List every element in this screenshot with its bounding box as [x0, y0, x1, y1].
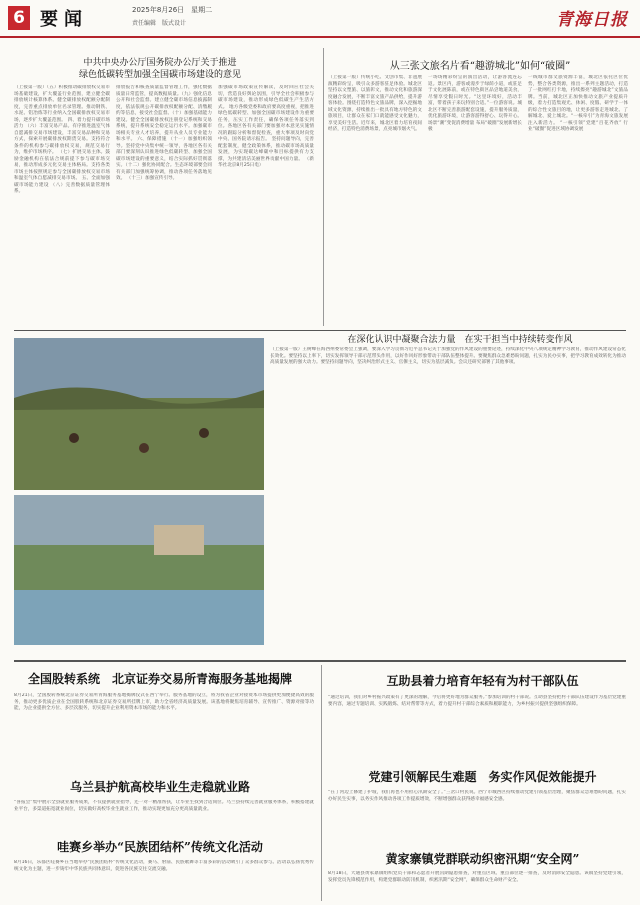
- article-7-title: 互助县着力培育年轻有为村干部队伍: [386, 674, 579, 688]
- editor-line: 责任编辑 版式设计: [132, 20, 187, 27]
- article-3-body: （上接第一版）王树峰在海西州委常委会上强调，要深入学习贯彻习近平总书记关于加强党的作风建设的重要论述，持续深化中央八项规定精神学习教育，推动作风建设常态化长效化。要坚持以上率下，切实发挥领导干部示范带头作用，以好作风好形象带动干部队伍整体提升。要聚焦群众急难愁盼问题，扎实为民办实事，把学习教育成效转化为推动高质量发展的强大动力。要坚持问题导向，坚决纠治形式主义、官僚主义，切实为基层减负。会议还研究部署了其他事项。: [270, 347, 626, 365]
- article-2-col-2: 一场场精彩纷呈的演出活动，让游客流连忘返。景区内，游客或漫步于绿荫小道，或驻足于文化展陈前，或在特色街区品尝地道美食，尽情享受假日时光。“这里环境好，活动丰富，带着孩子来玩特别合适。”一位游客说。城北区不断完善旅游配套设施，提升服务质量，优化旅游环境，让游客游得舒心、玩得开心。 场景“潮”变促消费增量 布局“破圈”发展新增长极: [428, 75, 522, 132]
- article-6-body: 8月16日，乐都区哇赛乡在当地举办“民族团结杯”传统文化活动，赛马、射箭、民族歌舞等丰富多彩的活动吸引了众多群众参与。活动以弘扬优秀传统文化为主题，进一步铸牢中华民族共同体意识，促进各民族交往交流交融。: [14, 860, 314, 872]
- article-1-title-line2: 绿色低碳转型加强全国碳市场建设的意见: [78, 70, 241, 80]
- article-2-col-1: （上接第一版）传统小吃、文创市集、非遗展演精彩纷呈，吸引众多游客驻足体验。城北区坚持以文塑旅、以旅彰文，推动文化和旅游深度融合发展，不断丰富文旅产品供给，提升游客体验。围绕打造特色文旅品牌，深入挖掘地域文化资源，持续推出一批具有地方特色的文旅项目，让群众在家门口就能感受文化魅力，享受美好生活。近年来，城北区着力培育夜间经济，打造特色消费场景，点亮城市烟火气。: [328, 75, 422, 132]
- article-7-body: “通过培训，我们对乡村振兴政策有了更深的理解，今后将更好地为群众服务。”参加培训的村干部说。互助县坚持把村干部队伍建设作为基层党建重要内容，通过专题培训、实践锻炼、结对帮带等方式，着力提升村干部综合素质和履职能力，为乡村振兴提供坚强组织保障。: [328, 695, 626, 707]
- article-2-col-3: 一线城市群文旅资源丰富，城北区依托区位优势，整合各类资源，推出一系列主题活动，打造了一批网红打卡地，持续擦亮“趣游城北”文旅品牌。当前，城北区正加快推动文旅产业提质升级，着力打造集观光、休闲、度假、研学于一体的综合性文旅目的地，让更多游客走进城北、了解城北、爱上城北。“一核牵引”为青海文旅发展注入新活力。 “一核引领”党建“百花齐放” 行业“破圈”促进区域协调发展: [528, 75, 628, 132]
- article-3-title: 在深化认识中凝聚合法力量 在实干担当中持续转变作风: [347, 335, 573, 345]
- photo-riverside-park: [14, 495, 264, 645]
- column-divider: [323, 48, 324, 326]
- article-4-body: 8月21日，全国股转系统北京证券交易所青海服务基地揭牌仪式在西宁举行。服务基地的设立，将为我省企业对接资本市场提供更加便捷高效的服务，推动更多优质企业在全国股转系统和北京证券交易所挂牌上市，助力全省经济高质量发展。该基地将聚焦培育辅导、宣传推广、资源对接等功能，为企业提供全方位、多层次服务，切实提升企业利用资本市场的能力和水平。: [14, 693, 314, 711]
- section-name: 要闻: [40, 9, 88, 30]
- article-1-col-1: （上接第一版）（五）积极推动碳排放权交易市场基础建设，扩大覆盖行业范围，建立健全碳排放统计核算体系。健全碳排放权配额分配制度，完善重点排放单位名录管理。推动钢铁、水泥、铝冶炼等行业纳入全国碳排放权交易市场，逐步扩大覆盖范围。 四、着力提升碳市场活力 （六）丰富交易产品。有序推进温室气体自愿减排交易市场建设，丰富交易品种和交易方式，探索开展碳排放权期货交易。支持符合条件的机构参与碳排放权交易，规范交易行为，维护市场秩序。 （七）扩展交易主体。鼓励金融机构在依法合规前提下参与碳市场交易，推动形成多元化交易主体格局。支持各类市场主体按照规定参与全国碳排放权交易市场和温室气体自愿减排交易市场。 五、全面加强碳市场能力建设 （八）完善数据质量管理体系。: [14, 85, 110, 194]
- article-9-title: 黄家寨镇党群联动织密汛期“安全网”: [385, 852, 580, 866]
- article-9-body: 8月18日，大通县黄家寨镇组织党员干部和志愿者开展汛期隐患排查，对重点区域、重点部位逐一排查，及时消除安全隐患。该镇坚持党建引领，发挥党员先锋模范作用，构建党群联动防汛机制，织密汛期“安全网”，确保群众生命财产安全。: [328, 871, 626, 883]
- article-8-title: 党建引领解民生难题 务实作风促效能提升: [368, 770, 597, 784]
- article-8-body: “在丁河边上修建了护坡，我们再也不用担心汛期安全了。”三岔口村民说。西宁市城西区持续推动党建引领基层治理，聚焦群众急难愁盼问题，扎实办好民生实事，以务实作风推动各项工作提质增效，不断增强群众获得感幸福感安全感。: [328, 790, 626, 802]
- section-divider-2: [14, 660, 626, 662]
- article-1-title: 中共中央办公厅国务院办公厅关于推进: [83, 58, 237, 68]
- section-divider: [14, 330, 626, 331]
- article-5-title: 乌兰县护航高校毕业生走稳就业路: [69, 780, 250, 794]
- article-6-title: 哇赛乡举办“民族团结杯”传统文化活动: [57, 840, 263, 854]
- page-number: 6: [8, 6, 30, 30]
- article-4-title: 全国股转系统 北京证券交易所青海服务基地揭牌: [27, 672, 292, 686]
- photo-grassland-horses: [14, 338, 264, 490]
- article-2-title: 从三张文旅名片看“趣游城北”如何“破圈”: [389, 61, 571, 72]
- issue-date: 2025年8月26日 星期二: [132, 6, 213, 14]
- page-header: [0, 0, 640, 38]
- newspaper-logo: 青海日报: [556, 10, 628, 30]
- column-divider-2: [321, 665, 322, 901]
- article-1-col-2: 排放报告和核查质量监督管理工作，强化数据质量日常监管，提高数据质量。（九）强化信息公开和社会监督。建立健全碳市场信息披露制度，依法依规公开碳排放权配额分配、清缴履约等信息，接受社会监督。（十）加强基础能力建设。健全全国碳排放权注册登记系统和交易系统，提升系统安全稳定运行水平。加强碳市场相关专业人才培养，提升从业人员专业能力和水平。 六、保障措施 （十一）加强组织领导。坚持党中央集中统一领导，各地区各有关部门要深刻认识推进绿色低碳转型、加强全国碳市场建设的重要意义，结合实际抓好贯彻落实。（十二）强化协同配合。生态环境部要会同有关部门加强统筹协调，推动各项任务落地见效。 （十三）加强宣传引导。: [116, 85, 212, 181]
- article-5-body: “喜报会”集中展示全县就业服务成果，不仅提供就业指导，还一对一精准帮扶，让毕业生找到合适岗位。乌兰县持续完善就业服务体系，积极搭建就业平台，多渠道拓宽就业岗位，切实做好高校毕业生就业工作，推动实现更加充分更高质量就业。: [14, 800, 314, 812]
- article-1-col-3: 加强碳市场政策宣传解读，及时回应社会关切，营造良好舆论氛围，引导全社会积极参与碳市场建设，推动形成绿色低碳生产生活方式。 地方各级党委和政府要高度重视，把推进绿色低碳转型、加强全国碳市场建设作为重要任务，压实工作责任，确保各项任务落实到位。各地区各有关部门要加强对本意见实施情况的跟踪分析和督促检查，重大事项及时向党中央、国务院请示报告。 坚持问题导向，完善配套制度，健全政策体系，推动碳市场高质量发展，为实现碳达峰碳中和目标提供有力支撑，为共建清洁美丽世界贡献中国力量。 （新华社北京8月25日电）: [218, 85, 314, 168]
